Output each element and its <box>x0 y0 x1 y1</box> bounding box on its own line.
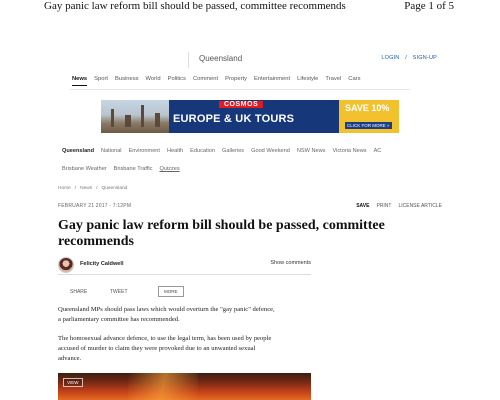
section-nav <box>62 148 381 154</box>
subnav-item-ac[interactable]: AC <box>373 148 382 154</box>
nav-item-travel[interactable]: Travel <box>325 76 342 82</box>
ad-spire-shape <box>111 109 114 127</box>
nav-item-property[interactable]: Property <box>225 76 248 82</box>
print-button[interactable]: PRINT <box>376 203 392 209</box>
share-bar <box>70 286 184 297</box>
signup-link[interactable]: SIGN-UP <box>412 55 437 61</box>
print-page-number: Page 1 of 5 <box>404 0 454 12</box>
print-title: Gay panic law reform bill should be passed, committee recommends <box>44 0 346 12</box>
ad-brand-logo: COSMOS <box>219 101 263 108</box>
subnav-item-quizzes[interactable]: Quizzes <box>159 166 180 172</box>
subnav-item-national[interactable]: National <box>101 148 122 154</box>
subnav-item-queensland[interactable]: Queensland <box>62 148 95 154</box>
article-paragraph: Queensland MPs should pass laws which would overturn the "gay panic" defence, a parliamentary committee has recommended. <box>58 306 275 323</box>
article-headline: Gay panic law reform bill should be passed, committee recommends <box>58 218 385 249</box>
author-avatar[interactable] <box>58 257 74 273</box>
breadcrumb-queensland[interactable]: Queensland <box>101 186 128 191</box>
tweet-button[interactable]: TWEET <box>110 288 128 295</box>
article-meta <box>58 203 442 211</box>
ad-city-photo <box>101 100 169 133</box>
breadcrumb-separator: / <box>96 186 98 191</box>
image-view-badge[interactable]: VIEW <box>63 378 83 387</box>
share-button[interactable]: SHARE <box>70 288 88 295</box>
subnav-item-victoria-news[interactable]: Victoria News <box>332 148 367 154</box>
byline <box>58 257 311 273</box>
ad-spire-shape <box>141 105 144 127</box>
ad-offer-text: SAVE 10% <box>345 103 390 113</box>
breadcrumb-separator: / <box>74 186 77 191</box>
article-tools <box>356 203 442 209</box>
breadcrumb <box>58 186 127 191</box>
masthead <box>188 52 449 68</box>
byline-divider <box>58 274 311 275</box>
nav-item-news[interactable]: News <box>72 76 87 86</box>
login-link[interactable]: LOGIN <box>381 55 400 61</box>
print-header <box>0 0 500 14</box>
author-name[interactable]: Felicity Caldwell <box>80 261 124 267</box>
ad-spire-shape <box>155 113 160 127</box>
subnav-item-brisbane-traffic[interactable]: Brisbane Traffic <box>113 166 153 172</box>
article-hero-image[interactable] <box>58 373 311 400</box>
flag-fold-highlight <box>128 373 198 400</box>
save-button[interactable]: SAVE <box>356 203 370 209</box>
subnav-item-environment[interactable]: Environment <box>128 148 160 154</box>
ad-cta-button[interactable]: CLICK FOR MORE » <box>347 123 390 128</box>
ad-offer-panel <box>339 100 399 133</box>
subnav-item-brisbane-weather[interactable]: Brisbane Weather <box>62 166 107 172</box>
nav-item-cars[interactable]: Cars <box>348 76 361 82</box>
nav-item-business[interactable]: Business <box>115 76 139 82</box>
nav-item-sport[interactable]: Sport <box>94 76 109 82</box>
nav-item-politics[interactable]: Politics <box>167 76 186 82</box>
nav-divider <box>70 89 410 90</box>
ad-tagline: EUROPE & UK TOURS <box>173 113 295 125</box>
subnav-item-education[interactable]: Education <box>190 148 216 154</box>
nav-item-entertainment[interactable]: Entertainment <box>254 76 291 82</box>
breadcrumb-news[interactable]: News <box>80 186 93 191</box>
subnav-item-health[interactable]: Health <box>166 148 184 154</box>
nav-item-world[interactable]: World <box>145 76 161 82</box>
nav-item-comment[interactable]: Comment <box>192 76 219 82</box>
nav-item-lifestyle[interactable]: Lifestyle <box>297 76 319 82</box>
auth-separator: / <box>405 55 407 61</box>
subnav-item-good-weekend[interactable]: Good Weekend <box>251 148 290 154</box>
ad-spire-shape <box>125 115 131 127</box>
section-nav-secondary <box>62 166 180 172</box>
license-article-link[interactable]: LICENSE ARTICLE <box>398 203 442 209</box>
masthead-section-name[interactable]: Queensland <box>199 54 243 63</box>
subnav-item-galleries[interactable]: Galleries <box>222 148 245 154</box>
more-share-button[interactable]: MORE <box>158 286 184 297</box>
article-dateline: FEBRUARY 21 2017 - 7:12PM <box>58 203 132 209</box>
advertisement-banner[interactable] <box>101 100 399 133</box>
article-paragraph: The homosexual advance defence, to use the legal term, has been used by people accused of murder to claim they were provoked due to an unwanted sexual advance. <box>58 335 272 362</box>
breadcrumb-home[interactable]: Home <box>58 186 71 191</box>
subnav-item-nsw-news[interactable]: NSW News <box>296 148 326 154</box>
show-comments-button[interactable]: Show comments <box>270 260 311 266</box>
auth-links <box>379 55 439 61</box>
main-nav <box>72 76 361 86</box>
